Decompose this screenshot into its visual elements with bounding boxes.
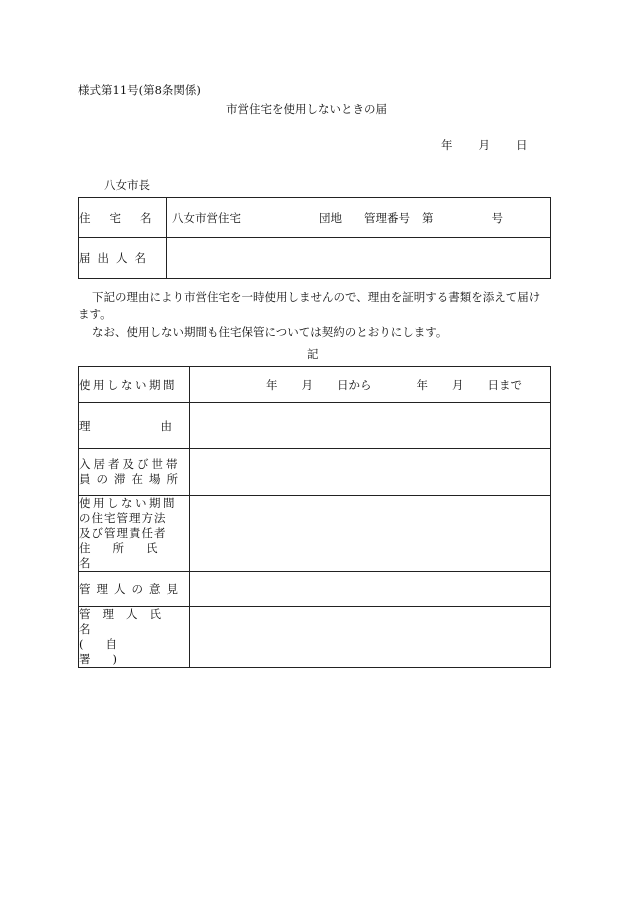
to-day: 日まで [487, 377, 522, 392]
management-label-line-2: の住宅管理方法 [79, 511, 167, 525]
housing-name: 八女市営住宅 [172, 210, 241, 225]
complex-label: 団地 [319, 210, 342, 225]
management-label-line-3: 及び管理責任者 [79, 526, 167, 540]
residence-label-cell [79, 198, 171, 238]
body-line-1: 下記の理由により市営住宅を一時使用しませんので、理由を証明する書類を添えて届け [92, 290, 541, 304]
reason-label [79, 418, 242, 434]
signature-label-line-2: (自署) [79, 637, 139, 666]
to-month: 月 [452, 377, 464, 392]
signature-label-cell [79, 607, 190, 668]
to-year: 年 [416, 377, 428, 392]
management-label-line-4: 住所氏名 [79, 541, 180, 570]
period-value-cell[interactable] [190, 367, 551, 403]
management-label-line-1: 使用しない期間 [79, 496, 177, 510]
stay-location-field[interactable] [190, 449, 551, 496]
management-number-label: 管理番号 [364, 210, 410, 225]
applicant-label-cell [79, 238, 167, 279]
date-year: 年 [441, 138, 453, 152]
details-table [78, 366, 551, 668]
reason-label-text: 理由 [79, 418, 242, 433]
residence-value-cell[interactable] [167, 198, 551, 238]
management-label-cell [79, 496, 190, 572]
date-day: 日 [516, 138, 528, 152]
number-prefix: 第 [422, 210, 434, 225]
body-line-3: なお、使用しない期間も住宅保管については契約のとおりにします。 [92, 325, 448, 339]
residence-label-text: 住宅名 [79, 210, 171, 225]
from-day: 日から [337, 377, 372, 392]
form-number: 様式第11号(第8条関係) [78, 83, 201, 97]
period-label: 使用しない期間 [79, 377, 177, 392]
management-field[interactable] [190, 496, 551, 572]
date-line [441, 137, 528, 153]
residence-label [79, 210, 171, 226]
reason-field[interactable] [190, 403, 551, 449]
reason-label-cell [79, 403, 242, 449]
opinion-field[interactable] [190, 572, 551, 607]
applicant-table [78, 197, 551, 279]
addressee: 八女市長 [104, 178, 150, 192]
ki-heading: 記 [307, 347, 319, 361]
period-label-cell [79, 367, 190, 403]
stay-label-line-2: 員の滞在場所 [79, 472, 184, 486]
page-title: 市営住宅を使用しないときの届 [226, 102, 387, 116]
body-line-2: ます。 [78, 307, 112, 321]
from-year: 年 [266, 377, 278, 392]
stay-label-line-1: 入居者及び世帯 [79, 457, 181, 471]
number-suffix: 号 [491, 210, 503, 225]
applicant-label: 届出人名 [79, 251, 153, 265]
applicant-name-field[interactable] [167, 238, 551, 279]
opinion-label: 管理人の意見 [79, 582, 184, 596]
opinion-label-cell [79, 572, 190, 607]
stay-label-cell [79, 449, 190, 496]
from-month: 月 [301, 377, 313, 392]
signature-label-line-1: 管理人氏名 [79, 607, 173, 636]
date-month: 月 [478, 138, 490, 152]
signature-field[interactable] [190, 607, 551, 668]
